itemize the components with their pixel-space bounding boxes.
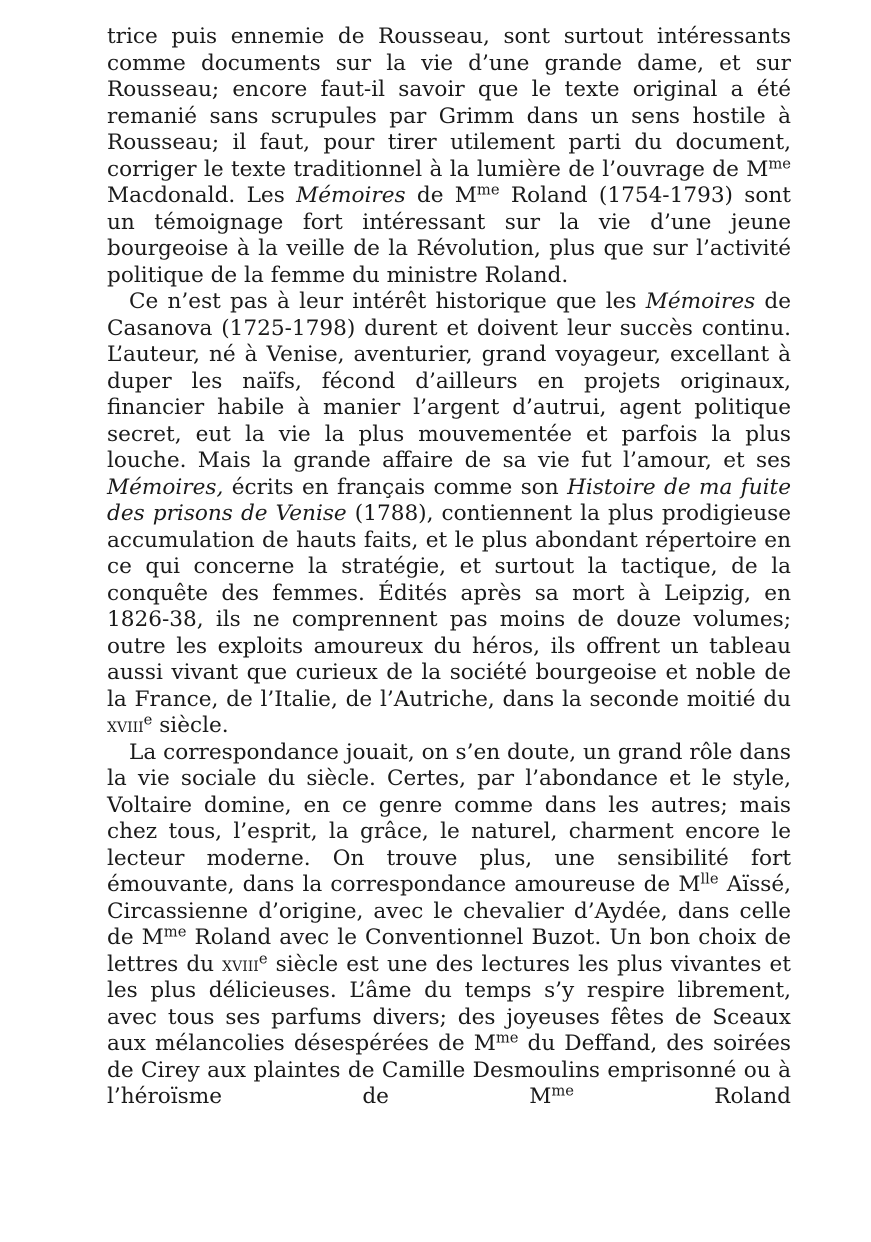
title-italic: Mémoires (296, 183, 406, 208)
text-segment: Ce n’est pas à leur intérêt historique que les (129, 289, 646, 314)
text-segment: Aïssé, Circassienne d’origine, avec le chevalier d’Aydée, dans celle de M (107, 872, 792, 950)
text-segment: (1788), contiennent la plus prodigieuse accumulation de hauts faits, et le plus abondant répertoire en ce qui concerne la stratégie, et surtout la tactique, de la conquête des femmes. Édités après sa mort à Leipzig, en 1826-38, ils ne comprennent pas moins de douze volumes; outre les exploits amoureux du héros, ils offrent un tableau aussi vivant que curieux de la société bourgeoise et noble de la France, de l’Italie, de l’Autriche, dans la seconde moitié du (107, 501, 791, 712)
paragraph-casanova (107, 289, 791, 740)
text-segment: de M (405, 183, 477, 208)
superscript: me (551, 1082, 574, 1100)
text-segment: Roland avec le Conventionnel Buzot. Un bon choix de lettres du (107, 925, 792, 977)
text-segment: écrits en français comme son (223, 474, 568, 500)
superscript: e (143, 711, 153, 729)
paragraph-correspondance (107, 740, 791, 1111)
superscript: me (476, 181, 500, 199)
superscript: me (768, 155, 791, 173)
text-segment: Macdonald. Les (107, 183, 297, 208)
superscript: lle (700, 870, 719, 888)
text-segment: siècle est une des lectures les plus vivantes et les plus délicieuses. L’âme du temps s’y respire librement, avec tous ses parfums divers; des joyeuses fêtes de Sceaux aux mélancolies désespérées de M (107, 951, 791, 1056)
text-segment: de Casanova (1725-1798) durent et doivent leur succès continu. L’auteur, né à Venise, aventurier, grand voyageur, excellant à duper les naïfs, fécond d’ailleurs en projets originaux, financier habile à manier l’argent d’autrui, agent politique secret, eut la vie la plus mouvementée et parfois la plus louche. Mais la grande affaire de sa vie fut l’amour, et ses (107, 289, 792, 473)
superscript: e (258, 950, 268, 968)
paragraph-rousseau-roland (107, 24, 791, 289)
title-italic: Mémoires, (107, 474, 224, 500)
text-segment: Roland (573, 1084, 791, 1109)
text-segment: siècle. (152, 713, 229, 738)
title-italic: Histoire de ma fuite des prisons de Venise (107, 474, 791, 526)
text-segment: La correspondance jouait, on s’en doute, un grand rôle dans la vie sociale du siècle. Certes, par l’abondance et le style, Voltaire domine, en ce genre comme dans les autres; mais chez tous, l’esprit, la grâce, le naturel, charment encore le lecteur moderne. On trouve plus, une sensibilité fort émouvante, dans la correspondance amoureuse de M (107, 739, 791, 897)
century-numeral: xviii (107, 714, 144, 737)
book-page-text (107, 24, 791, 1111)
superscript: me (163, 923, 187, 941)
century-numeral: xviii (222, 952, 259, 976)
title-italic: Mémoires (645, 289, 756, 314)
superscript: me (495, 1029, 519, 1047)
text-segment: Roland (1754-1793) sont un témoignage fort intéressant sur la vie d’une jeune bourgeoise à la veille de la Révolution, plus que sur l’activité politique de la femme du ministre Roland. (107, 183, 791, 288)
text-segment: trice puis ennemie de Rousseau, sont surtout intéressants comme documents sur la vie d’une grande dame, et sur Rousseau; encore faut-il savoir que le texte original a été remanié sans scrupules par Grimm dans un sens hostile à Rousseau; il faut, pour tirer utilement parti du document, corriger le texte traditionnel à la lumière de l’ouvrage de M (107, 24, 791, 182)
text-segment: du Deffand, des soirées de Cirey aux plaintes de Camille Desmoulins emprisonné ou à l’héroïsme de M (107, 1031, 791, 1109)
